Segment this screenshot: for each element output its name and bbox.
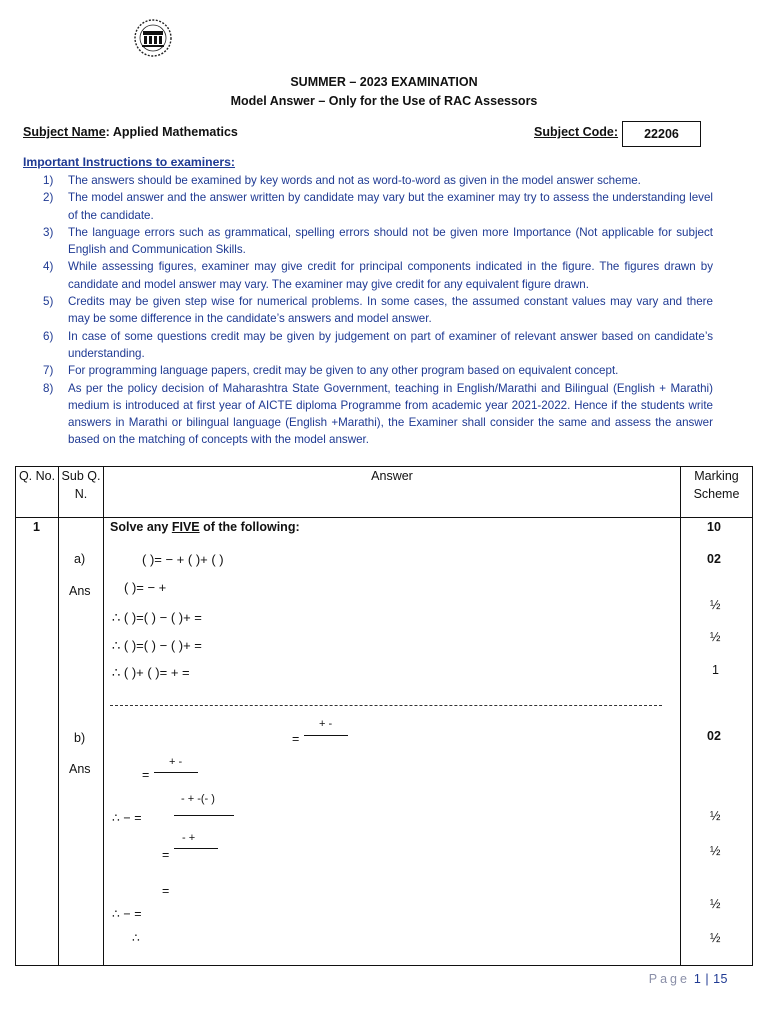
exam-title: SUMMER – 2023 EXAMINATION bbox=[290, 75, 478, 89]
subq-a-label: a) bbox=[74, 552, 86, 566]
instruction-item bbox=[23, 258, 713, 293]
instruction-number: 4) bbox=[43, 260, 54, 274]
page-total: 15 bbox=[713, 972, 728, 986]
solve-instruction bbox=[110, 520, 300, 534]
subject-code-value: 22206 bbox=[622, 121, 701, 147]
b-step1-lhs: ∴ − = bbox=[112, 811, 142, 825]
instruction-text: While assessing figures, examiner may give credit for principal components indicated in the figure. The figures drawn by candidate and model answer may vary. The examiner may give credit for any equivalent figure drawn. bbox=[68, 260, 713, 291]
b-step1-fraction-bar bbox=[174, 815, 234, 816]
answer-cell bbox=[104, 518, 681, 966]
b-step5: ∴ bbox=[132, 931, 140, 945]
exam-subtitle: Model Answer – Only for the Use of RAC Assessors bbox=[230, 94, 538, 108]
b-step-mark: ½ bbox=[710, 844, 721, 858]
b-step4: ∴ − = bbox=[112, 907, 142, 921]
a-line4: ∴ ( )+ ( )= + = bbox=[112, 665, 190, 680]
b-ans-numerator1: + - bbox=[169, 756, 183, 768]
b-question-fraction-bar bbox=[304, 735, 348, 736]
b-question-eq: = bbox=[292, 732, 300, 746]
a-step-mark: ½ bbox=[710, 630, 721, 644]
instruction-number: 1) bbox=[43, 174, 54, 187]
b-step2-eq: = bbox=[162, 848, 170, 862]
header-marking: Marking Scheme bbox=[681, 467, 753, 518]
page-footer bbox=[649, 972, 728, 986]
table-header-row bbox=[16, 467, 753, 518]
subq-a-ans-label: Ans bbox=[69, 584, 91, 598]
qno-cell bbox=[16, 518, 59, 966]
instruction-number: 5) bbox=[43, 295, 54, 309]
instruction-item bbox=[23, 328, 713, 363]
solve-suffix: of the following: bbox=[199, 520, 300, 534]
b-step1-numerator: - + -(- ) bbox=[181, 793, 215, 805]
b-step-mark: ½ bbox=[710, 897, 721, 911]
solve-prefix: Solve any bbox=[110, 520, 172, 534]
subject-row bbox=[23, 125, 703, 145]
instruction-number: 2) bbox=[43, 191, 54, 205]
b-step2-fraction-bar bbox=[174, 848, 218, 849]
b-question-numerator: + - bbox=[319, 718, 333, 730]
subq-b-ans-label: Ans bbox=[69, 762, 91, 776]
instruction-text: The language errors such as grammatical, spelling errors should not be given more Importance (Not applicable for subject English and Communication Skills. bbox=[68, 225, 713, 257]
page-separator: | bbox=[705, 972, 710, 986]
instructions-list bbox=[23, 172, 713, 449]
b-step-mark: ½ bbox=[710, 931, 721, 945]
instructions-heading: Important Instructions to examiners: bbox=[23, 155, 235, 169]
subject-name-value: : Applied Mathematics bbox=[105, 125, 238, 139]
total-marks: 10 bbox=[707, 520, 721, 534]
instruction-text: The model answer and the answer written by candidate may vary but the examiner may try to assess the understanding level of the candidate. bbox=[68, 191, 713, 222]
instruction-text: Credits may be given step wise for numerical problems. In some cases, the assumed constant values may vary and there may be some difference in the candidate’s answers and model answer. bbox=[68, 295, 713, 326]
a-step-mark: 1 bbox=[712, 663, 719, 677]
a-line1: ( )= − + bbox=[124, 580, 167, 595]
header-qno: Q. No. bbox=[16, 467, 59, 518]
instruction-item bbox=[23, 189, 713, 224]
b-ans-eq1: = bbox=[142, 768, 150, 782]
instruction-number: 8) bbox=[43, 381, 54, 395]
subq-b-label: b) bbox=[74, 731, 86, 745]
a-line2: ∴ ( )=( ) − ( )+ = bbox=[112, 610, 202, 625]
institution-logo bbox=[130, 18, 176, 58]
b-ans-fraction-bar1 bbox=[154, 772, 198, 773]
answer-table bbox=[15, 466, 753, 966]
instruction-text: The answers should be examined by key words and not as word-to-word as given in the model answer scheme. bbox=[68, 174, 641, 187]
subqn-cell bbox=[59, 518, 104, 966]
header-subqn: Sub Q. N. bbox=[59, 467, 104, 518]
question-number: 1 bbox=[33, 520, 40, 534]
instruction-text: For programming language papers, credit may be given to any other program based on equivalent concept. bbox=[68, 364, 619, 378]
instruction-number: 7) bbox=[43, 364, 54, 378]
b-marks: 02 bbox=[707, 729, 721, 743]
a-step-mark: ½ bbox=[710, 598, 721, 612]
instruction-number: 3) bbox=[43, 225, 54, 239]
page-word: Page bbox=[648, 972, 690, 986]
table-row bbox=[16, 518, 753, 966]
instruction-item bbox=[23, 293, 713, 328]
subject-name-label: Subject Name bbox=[23, 125, 106, 139]
instruction-item bbox=[23, 362, 713, 379]
instruction-item bbox=[23, 380, 713, 449]
a-line3: ∴ ( )=( ) − ( )+ = bbox=[112, 638, 202, 653]
instruction-number: 6) bbox=[43, 329, 54, 343]
a-question-equation: ( )= − + ( )+ ( ) bbox=[142, 552, 224, 567]
solve-emphasis: FIVE bbox=[171, 520, 200, 534]
instruction-text: As per the policy decision of Maharashtra State Government, teaching in English/Marathi and Bilingual (English + Marathi) medium is introduced at first year of AICTE diploma Programme from academic year 2021-2022. Hence if the students write answers in Marathi or bilingual language (English +Marathi), the Examiner shall consider the same and assess the answer based on the matching of concepts with the model answer. bbox=[68, 381, 713, 447]
b-step-mark: ½ bbox=[710, 809, 721, 823]
instruction-text: In case of some questions credit may be given by judgement on part of examiner of relevant answer based on candidate’s understanding. bbox=[68, 329, 713, 360]
marking-cell bbox=[681, 518, 753, 966]
subject-code-label: Subject Code: bbox=[534, 125, 619, 139]
b-step3: = bbox=[162, 884, 170, 898]
section-divider bbox=[110, 705, 662, 706]
instruction-item bbox=[23, 172, 713, 189]
b-step2-numerator: - + bbox=[182, 832, 196, 844]
page-number: 1 bbox=[693, 972, 702, 986]
header-answer: Answer bbox=[104, 467, 681, 518]
instruction-item bbox=[23, 224, 713, 259]
a-marks: 02 bbox=[707, 552, 721, 566]
